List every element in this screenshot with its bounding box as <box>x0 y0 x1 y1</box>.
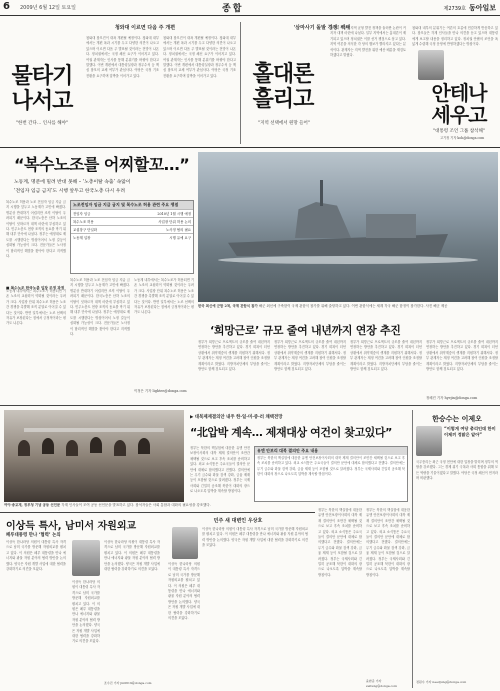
kang-portrait <box>172 527 198 559</box>
table-row <box>71 233 193 241</box>
lee-byline: 조수진 기자 jin0619@donga.com <box>104 681 152 685</box>
nk-table <box>254 446 408 502</box>
top-mid-sub: "지역 선택에서 원망 들어" <box>258 121 310 126</box>
union-section-title: ■ 복수노조 한국노총 입장 조정 과정 <box>6 286 65 290</box>
column-divider <box>412 410 413 688</box>
kang-body-2: 이상득 한나라당 의원이 대통령 특사 자격으로 남미 국가를 방문해 자원외교를 펼치고 있다. 이 의원은 페루 대통령을 만나 에너지와 광물 자원 분야의 협력 방안을 논의했다. 양국은 자원 개발 사업에 대한 협력을 강화하기로 의견을 모았다. <box>168 562 200 621</box>
union-body-cont: 노동계 내부에서는 복수노조가 허용되면 기존 노조의 교섭력이 약화될 것이라는 우려가 크다. 사업장 단위 복수노조 허용은 노조 간 경쟁을 촉발해 조직 분열로 이어질 수 있다는 것이다. 반면 일부에서는 노조 선택의 자유가 보장된다는 점에서 긍정적이라는 평가도 나온다. <box>6 289 66 326</box>
masthead <box>444 3 496 13</box>
top-left-body: 청와대 참모진이 대폭 개편될 예정이다. 청와대 내부에서는 개편 폭과 시기를 두고 다양한 의견이 나오고 있으며 이르면 다음 주 발표될 것이라는 전망이 나온다. 정치권에서는 국정 쇄신 요구가 이어지고 있다. 여권 관계자는 인사를 통해 분위기를 바꿔야 한다고 말했다. 이번 개편에서 대통령실장과 정무수석 등 핵심 참모의 교체 여부가 관심사다. 야당은 국정 기조 전환을 요구하며 압박을 이어가고 있다. <box>86 36 159 78</box>
side-quote: “이렇게 여당 총리인데 한미 이제끼 정맑은 알아” <box>444 426 496 437</box>
hope-job-byline: 정혜진 기자 hyejin@donga.com <box>426 396 478 400</box>
caption-text: 해군 최신예 구축함이 국제 관함식 참가를 위해 출항하고 있다. 이번 관함식에는 세계 각국 해군 함정이 참가한다. <box>258 304 425 308</box>
nk-kicker: ▶ 대북제재결의안 내주 한·일·미·중·러 채택전망 <box>190 415 283 420</box>
lee-headline: 이상득 특사, 남미서 자원외교 <box>6 521 137 532</box>
warship-photo <box>198 152 498 302</box>
headline-line: 홀대론 <box>252 62 314 87</box>
nk-headline: “北압박 계속… 제재대상 여건이 찾고있다” <box>190 426 392 439</box>
nk-body-3: 정부는 북한의 핵실험에 대응한 유엔 안전보장이사회의 대북 제재 결의안이 조만간 채택될 것으로 보고 후속 조치를 준비하고 있다. 외교 소식통은 주요국들이 결의안 문안에 대체로 합의했다고 전했다. 결의안에는 무기 금수와 화물 검색 강화, 금융 제재 등이 포함될 것으로 알려졌다. 정부는 국제사회와 긴밀히 공조해 북한이 대화의 장으로 나오도록 압박을 계속할 방침이다. <box>366 508 410 577</box>
hope-job-body-3: 정부가 희망근로 프로젝트의 규모를 줄여 내년까지 연장하는 방안을 추진하고 있다. 경기 회복이 더딘 상황에서 취약계층의 생계를 지원하기 위해서다. 정부 관계자는 재정 여건을 고려해 참여 인원을 조정할 계획이라고 밝혔다. 지방자치단체의 부담을 줄이는 방안도 함께 검토되고 있다. <box>350 340 422 372</box>
side-byline: 정원수 기자 needjung@donga.com <box>416 680 467 684</box>
warship-caption <box>198 304 498 309</box>
top-right-byline: 고기정 기자 koh@donga.com <box>440 136 485 140</box>
table-cell: 전임자 임금 <box>73 212 91 216</box>
lee-portrait <box>72 540 100 576</box>
section-rule <box>0 405 500 406</box>
lee-body: 이상득 한나라당 의원이 대통령 특사 자격으로 남미 국가를 방문해 자원외교를 펼치고 있다. 이 의원은 페루 대통령을 만나 에너지와 광물 자원 분야의 협력 방안을 논의했다. 양국은 자원 개발 사업에 대한 협력을 강화하기로 의견을 모았다. <box>6 540 66 572</box>
top-left-headline <box>2 64 82 114</box>
table-row <box>71 217 193 225</box>
top-right-portrait <box>418 50 444 80</box>
masthead-issue: 제2739호 <box>443 6 466 12</box>
column-divider <box>240 22 241 144</box>
hope-job-body: 정부가 희망근로 프로젝트의 규모를 줄여 내년까지 연장하는 방안을 추진하고 있다. 경기 회복이 더딘 상황에서 취약계층의 생계를 지원하기 위해서다. 정부 관계자는 재정 여건을 고려해 참여 인원을 조정할 계획이라고 밝혔다. 지방자치단체의 부담을 줄이는 방안도 함께 검토되고 있다. <box>198 340 270 372</box>
table-row <box>71 225 193 233</box>
union-sub1: 노동계, 명분에 밀려 반대 못해 – ‘노총이탈 속출’ 속앓이 <box>14 180 131 185</box>
union-body-col3: 노동계 내부에서는 복수노조가 허용되면 기존 노조의 교섭력이 약화될 것이라는 우려가 크다. 사업장 단위 복수노조 허용은 노조 간 경쟁을 촉발해 조직 분열로 이어질 수 있다는 것이다. 반면 일부에서는 노조 선택의 자유가 보장된다는 점에서 긍정적이라는 평가도 나온다. <box>134 278 194 315</box>
table-cell: 노동계 입장 <box>73 236 91 240</box>
headline-line: 흘리고 <box>252 87 314 112</box>
section-rule <box>0 512 315 513</box>
top-mid-headline <box>242 62 324 112</box>
table-cell: 복수노조 허용 <box>73 220 94 224</box>
top-left-body-2: 청와대 참모진이 대폭 개편될 예정이다. 청와대 내부에서는 개편 폭과 시기를 두고 다양한 의견이 나오고 있으며 이르면 다음 주 발표될 것이라는 전망이 나온다. 정치권에서는 국정 쇄신 요구가 이어지고 있다. 여권 관계자는 인사를 통해 분위기를 바꿔야 한다고 말했다. 이번 개편에서 대통령실장과 정무수석 등 핵심 참모의 교체 여부가 관심사다. 야당은 국정 기조 전환을 요구하며 압박을 이어가고 있다. <box>163 36 236 78</box>
photo-credit: 사진 해군 제공 <box>425 304 448 308</box>
side-headline: 한승수는 이제오 <box>432 415 482 423</box>
table-row <box>71 209 193 217</box>
top-left-sub: "한번 간다… 인사를 해야" <box>15 121 69 126</box>
nk-table-body: 정부는 북한의 핵실험에 대응한 유엔 안전보장이사회의 대북 제재 결의안이 조만간 채택될 것으로 보고 후속 조치를 준비하고 있다. 외교 소식통은 주요국들이 결의안 문안에 대체로 합의했다고 전했다. 결의안에는 무기 금수와 화물 검색 강화, 금융 제재 등이 포함될 것으로 알려졌다. 정부는 국제사회와 긴밀히 공조해 북한이 대화의 장으로 나오도록 압박을 계속할 방침이다. <box>257 456 405 477</box>
top-right-sub: "대통령 조언 그룹 참석해" <box>433 129 485 134</box>
table-cell: 사업장 단위 허용 논의 <box>158 220 191 224</box>
nk-body: 정부는 북한의 핵실험에 대응한 유엔 안전보장이사회의 대북 제재 결의안이 조만간 채택될 것으로 보고 후속 조치를 준비하고 있다. 외교 소식통은 주요국들이 결의안 문안에 대체로 합의했다고 전했다. 결의안에는 무기 금수와 화물 검색 강화, 금융 제재 등이 포함될 것으로 알려졌다. 정부는 국제사회와 긴밀히 공조해 북한이 대화의 장으로 나오도록 압박을 계속할 방침이다. <box>190 446 250 494</box>
table-cell: 노사정 협의 필요 <box>165 228 191 232</box>
union-body-col2: 복수노조 허용과 노조 전임자 임금 지급 금지 시행을 앞두고 노동계가 고민에 빠졌다. 명분상 반대하기 어렵지만 조직 이탈이 우려되기 때문이다. 한국노총은 산하 노조의 이탈이 잇따르자 대책 마련에 부심하고 있다. 민주노총도 현장 조직의 동요를 막기 위해 내부 단속에 나섰다. 정부는 예정대로 제도를 시행한다는 방침이어서 노정 갈등이 심화될 가능성이 크다. 전문가들은 노사정이 합리적인 해법을 찾아야 한다고 지적했다. <box>70 278 130 337</box>
page-header <box>0 0 500 16</box>
hope-job-body-4: 정부가 희망근로 프로젝트의 규모를 줄여 내년까지 연장하는 방안을 추진하고 있다. 경기 회복이 더딘 상황에서 취약계층의 생계를 지원하기 위해서다. 정부 관계자는 재정 여건을 고려해 참여 인원을 조정할 계획이라고 밝혔다. 지방자치단체의 부담을 줄이는 방안도 함께 검토되고 있다. <box>426 340 498 372</box>
caption-title: 한국 최신예 군함 2척, 국제 관함식 참가 <box>198 304 258 308</box>
group-photo <box>4 410 184 502</box>
table-cell: 교섭창구 단일화 <box>73 228 98 232</box>
lee-body-2: 이상득 한나라당 의원이 대통령 특사 자격으로 남미 국가를 방문해 자원외교를 펼치고 있다. 이 의원은 페루 대통령을 만나 에너지와 광물 자원 분야의 협력 방안을 논의했다. 양국은 자원 개발 사업에 대한 협력을 강화하기로 의견을 모았다. <box>104 540 160 572</box>
nk-body-2: 정부는 북한의 핵실험에 대응한 유엔 안전보장이사회의 대북 제재 결의안이 조만간 채택될 것으로 보고 후속 조치를 준비하고 있다. 외교 소식통은 주요국들이 결의안 문안에 대체로 합의했다고 전했다. 결의안에는 무기 금수와 화물 검색 강화, 금융 제재 등이 포함될 것으로 알려졌다. 정부는 국제사회와 긴밀히 공조해 북한이 대화의 장으로 나오도록 압박을 계속할 방침이다. <box>318 508 362 577</box>
side-portrait <box>416 426 442 456</box>
table-cell: 시행 유예 요구 <box>169 236 191 240</box>
caption-title: 여야·종교계, 정부청 기념 공동 선언문 <box>4 503 61 507</box>
hope-job-headline: ‘희망근로’ 규모 줄여 내년까지 연장 추진 <box>210 324 401 337</box>
headline-line: 안테나 <box>431 81 487 105</box>
headline-line: 물타기 <box>11 64 73 89</box>
headline-line: 나서고 <box>11 89 73 114</box>
group-photo-caption <box>4 503 314 508</box>
top-right-body: 청와대 내부의 분위기는 여론의 흐름에 민감하게 반응하고 있다. 참모들은 각계 인사들을 만나 의견을 듣고 있으며 대통령에게 보고할 내용을 정리하고 있다. 정치권 안팎의 조언을 폭넓게 수렴해 국정 운영에 반영하겠다는 방침이다. <box>412 26 498 47</box>
section-rule <box>0 147 500 148</box>
nk-table-title: 유엔 안보리 대북 결의안 주요 내용 <box>255 447 407 455</box>
union-headline: “복수노조를 어찌할꼬…” <box>14 155 190 174</box>
union-table <box>70 200 194 274</box>
kang-kicker: 민주 새 대변인 우상호 <box>213 518 263 524</box>
hope-job-body-2: 정부가 희망근로 프로젝트의 규모를 줄여 내년까지 연장하는 방안을 추진하고 있다. 경기 회복이 더딘 상황에서 취약계층의 생계를 지원하기 위해서다. 정부 관계자는 재정 여건을 고려해 참여 인원을 조정할 계획이라고 밝혔다. 지방자치단체의 부담을 줄이는 방안도 함께 검토되고 있다. <box>274 340 346 372</box>
nk-byline: 윤완준 기자 zeitung@donga.com <box>366 679 397 688</box>
headline-line: 세우고 <box>431 103 487 127</box>
page-number: 6 <box>3 1 10 12</box>
lee-sub: 페루대통령 만나 ‘협력’ 논의 <box>6 533 61 538</box>
caption-text: 각계 인사들이 모여 공동 선언문을 발표하고 있다. 참석자들은 사회 통합과 대화의 필요성을 강조했다. <box>61 503 211 507</box>
lee-body-3: 이상득 한나라당 의원이 대통령 특사 자격으로 남미 국가를 방문해 자원외교를 펼치고 있다. 이 의원은 페루 대통령을 만나 에너지와 광물 자원 분야의 협력 방안을 논의했다. 양국은 자원 개발 사업에 대한 협력을 강화하기로 의견을 모았다. <box>72 580 100 644</box>
union-table-title: 노조전임자 임금 지급 금지 및 복수노조 허용 관련 주요 쟁점 <box>71 201 193 209</box>
masthead-name: 동아일보 <box>468 4 496 12</box>
kang-body: 이상득 한나라당 의원이 대통령 특사 자격으로 남미 국가를 방문해 자원외교를 펼치고 있다. 이 의원은 페루 대통령을 만나 에너지와 광물 자원 분야의 협력 방안을 논의했다. 양국은 자원 개발 사업에 대한 협력을 강화하기로 의견을 모았다. <box>202 527 308 548</box>
side-body: 국무총리는 최근 국정 현안에 대한 입장을 밝히며 정부의 역할을 강조했다. 그는 경제 위기 극복과 사회 통합을 위해 모든 역량을 기울이겠다고 말했다. 야당은 국정 쇄신이 먼저라며 비판했다. <box>416 460 498 481</box>
union-sub2: ‘전임자 임금 금지’도 시행 앞두고 한국노총 다시 우려 <box>14 189 126 194</box>
top-mid-kicker: '삼마사기 돌발 경쟁' 백태 <box>293 25 351 31</box>
issue-date: 2009년 6월 12일 토요일 <box>20 5 77 11</box>
section-title: 종합 <box>222 4 244 14</box>
top-left-kicker: 청와대 이르면 다음 주 개편 <box>114 25 176 31</box>
union-body: 복수노조 허용과 노조 전임자 임금 지급 금지 시행을 앞두고 노동계가 고민에 빠졌다. 명분상 반대하기 어렵지만 조직 이탈이 우려되기 때문이다. 한국노총은 산하 노조의 이탈이 잇따르자 대책 마련에 부심하고 있다. 민주노총도 현장 조직의 동요를 막기 위해 내부 단속에 나섰다. 정부는 예정대로 제도를 시행한다는 방침이어서 노정 갈등이 심화될 가능성이 크다. 전문가들은 노사정이 합리적인 해법을 찾아야 한다고 지적했다. <box>6 200 66 259</box>
top-right-headline <box>420 82 498 126</box>
table-cell: 2010년 1월 시행 예정 <box>157 212 191 216</box>
union-byline: 이정은 기자 lightee@donga.com <box>134 389 187 393</box>
top-mid-body: 정부와 여당은 지역 균형 발전 정책을 둘러싼 논란이 커지자 대책 마련에 나섰다. 일부 지역에서는 홀대론이 제기되고 있으며 정치권은 이를 선거 쟁점으로 삼고 있다. 지역 여론을 의식한 각 당의 행보가 빨라지고 있다는 분석이다. 관계자는 지역 발전을 위한 예산 배분을 재검토하겠다고 밝혔다. <box>330 26 406 58</box>
